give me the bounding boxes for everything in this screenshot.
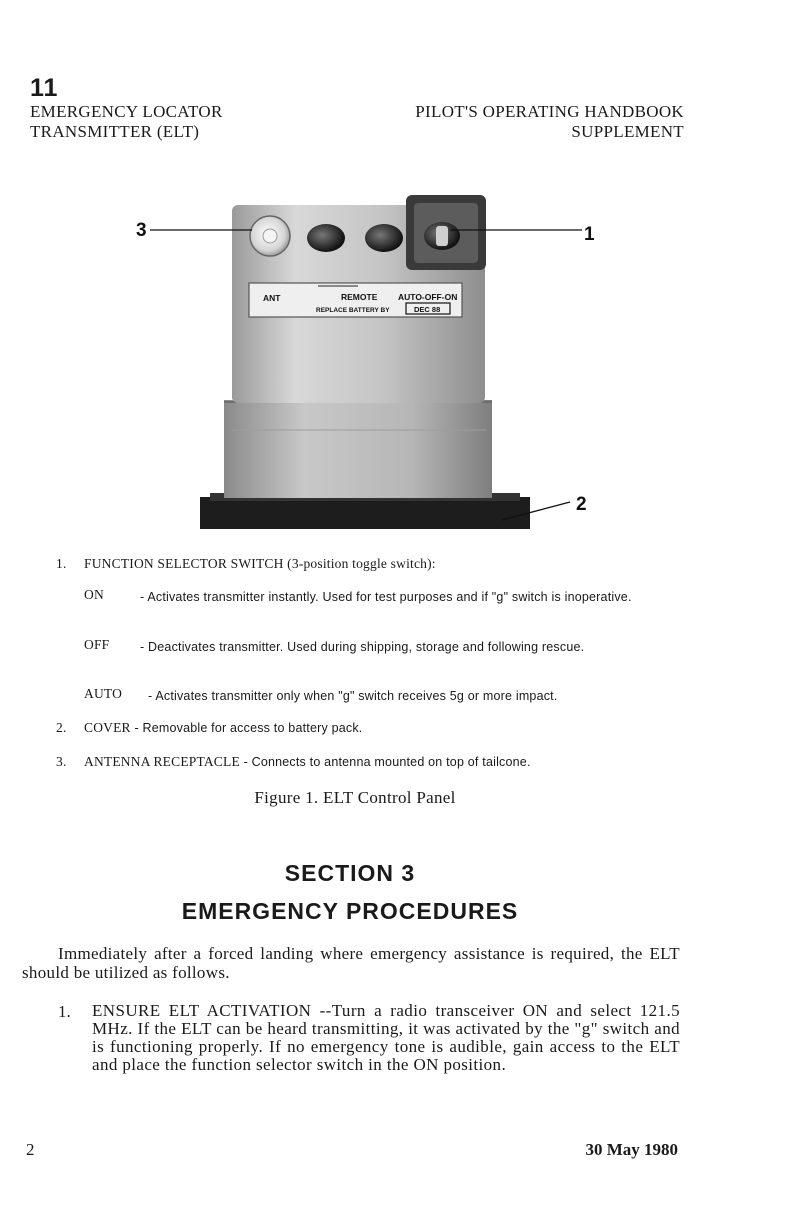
legend-item2-label: COVER (84, 720, 131, 735)
elt-photo (0, 0, 792, 560)
legend-item3-text: - Connects to antenna mounted on top of tailcone. (239, 755, 531, 769)
legend-option-auto-key: AUTO (84, 686, 123, 701)
label-auto-off-on: AUTO-OFF-ON (398, 292, 458, 302)
figure-legend (0, 556, 792, 786)
label-remote: REMOTE (341, 292, 378, 302)
header-right-line1: PILOT'S OPERATING HANDBOOK (415, 102, 684, 121)
step-1-text: ENSURE ELT ACTIVATION --Turn a radio transceiver ON and select 121.5 MHz. If the ELT can be heard transmitting, it was activated by the "g" switch and is functioning properly. If no emergency tone is audible, gain access to the ELT and place the function selector switch in the ON position. (92, 1001, 680, 1074)
callout-2: 2 (576, 494, 587, 515)
legend-item3-number: 3. (56, 754, 67, 769)
label-ant: ANT (263, 293, 281, 303)
legend-option-auto-text: - Activates transmitter only when "g" switch receives 5g or more impact. (148, 689, 558, 703)
label-date-box: DEC 88 (414, 305, 441, 314)
legend-item3 (84, 754, 684, 770)
intro-paragraph (22, 944, 680, 982)
section-subtitle: EMERGENCY PROCEDURES (181, 898, 519, 924)
section-number: 11 (30, 74, 59, 102)
legend-item2 (84, 720, 684, 736)
label-replace-battery: REPLACE BATTERY BY (316, 307, 390, 314)
intro-paragraph-text: Immediately after a forced landing where emergency assistance is required, the ELT should be utilized as follows. (22, 944, 680, 982)
legend-item2-text: - Removable for access to battery pack. (130, 721, 363, 735)
legend-item3-label: ANTENNA RECEPTACLE (84, 754, 240, 769)
callout-1: 1 (584, 224, 595, 245)
page-date: 30 May 1980 (585, 1140, 678, 1159)
legend-option-off-key: OFF (84, 637, 110, 652)
figure-caption: Figure 1. ELT Control Panel (254, 788, 456, 807)
header-right-line2: SUPPLEMENT (571, 122, 684, 141)
header-left-line2: TRANSMITTER (ELT) (30, 122, 200, 141)
legend-option-on-key: ON (84, 587, 104, 602)
header-left-line1: EMERGENCY LOCATOR (30, 102, 223, 121)
page-number: 2 (26, 1140, 35, 1159)
section-title: SECTION 3 (284, 860, 416, 886)
step-1-number: 1. (58, 1002, 71, 1021)
legend-item1-number: 1. (56, 556, 67, 571)
callout-3: 3 (136, 220, 147, 241)
legend-item1-title: FUNCTION SELECTOR SWITCH (3-position toggle switch): (84, 556, 436, 571)
legend-option-on-text: - Activates transmitter instantly. Used for test purposes and if "g" switch is inoperative. (140, 590, 632, 604)
legend-option-off-text: - Deactivates transmitter. Used during shipping, storage and following rescue. (140, 640, 585, 654)
legend-item2-number: 2. (56, 720, 67, 735)
